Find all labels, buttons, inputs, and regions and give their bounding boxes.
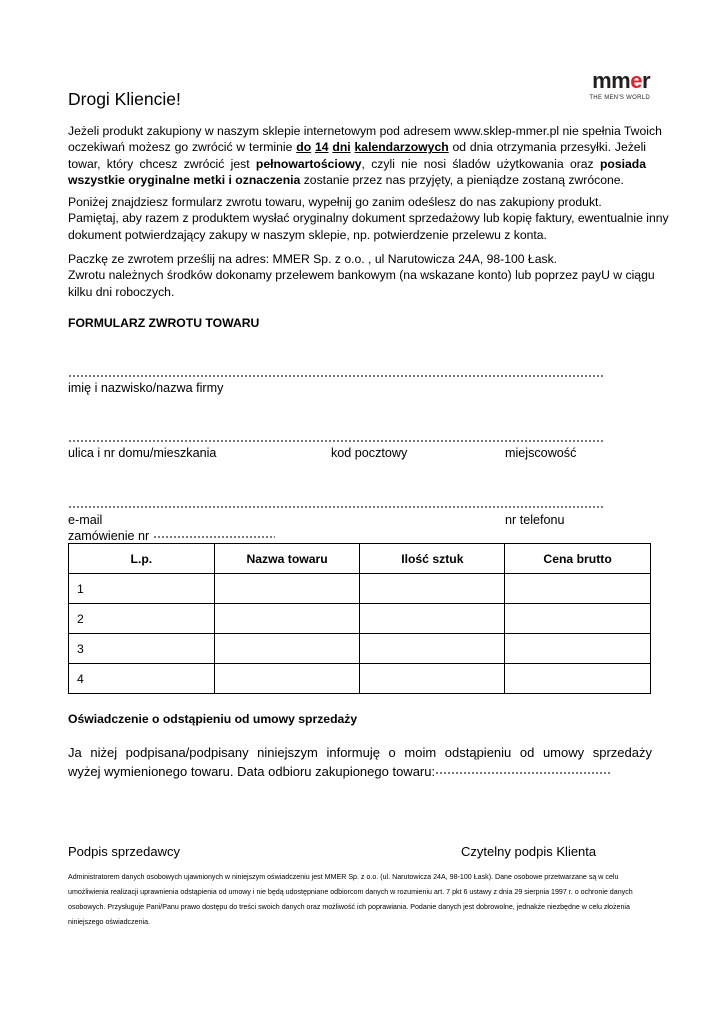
logo-tagline: THE MEN'S WORLD <box>589 95 650 101</box>
form-title: FORMULARZ ZWROTU TOWARU <box>68 316 260 330</box>
email-field-label: e-mail <box>68 513 103 527</box>
gross-price-cell[interactable] <box>505 604 651 634</box>
gross-price-cell[interactable] <box>505 634 651 664</box>
footer-line-2: umożliwienia realizacji uprawnienia odstąpienia od umowy i nie będą udostępniane odbiorcom danych w rozumieniu art. 7 pkt 6 ustawy z dnia 29 sierpnia 1997 r. o ochronie danych <box>68 888 633 896</box>
data-privacy-footer <box>68 870 652 930</box>
returned-items-table <box>68 543 651 694</box>
shipping-line-2: Zwrotu należnych środków dokonamy przelewem bankowym (na wskazane konto) lub poprzez payU w ciągu <box>68 268 655 283</box>
declaration-line-1: Ja niżej podpisana/podpisany niniejszym informuję o moim odstąpieniu od umowy sprzedaży <box>68 745 652 760</box>
mmer-logo <box>576 70 650 104</box>
shipping-paragraph <box>68 251 655 300</box>
quantity-cell[interactable] <box>360 664 505 694</box>
instructions-line-1: Poniżej znajdziesz formularz zwrotu towaru, wypełnij go zanim odeślesz do nas zakupiony produkt. <box>68 195 602 209</box>
client-signature-label: Czytelny podpis Klienta <box>461 844 597 859</box>
contact-field-line[interactable] <box>68 506 604 508</box>
declaration-text <box>68 743 652 781</box>
order-number-label: zamówienie nr <box>68 529 153 543</box>
product-name-cell[interactable] <box>214 604 360 634</box>
instructions-paragraph <box>68 194 669 243</box>
quantity-cell[interactable] <box>360 634 505 664</box>
product-name-cell[interactable] <box>214 634 360 664</box>
instructions-line-2: Pamiętaj, aby razem z produktem wysłać oryginalny dokument sprzedażowy lub kopię faktury, ewentualnie inny <box>68 211 669 226</box>
table-row <box>69 664 651 694</box>
quantity-cell[interactable] <box>360 604 505 634</box>
table-row <box>69 634 651 664</box>
greeting-heading: Drogi Kliencie! <box>68 89 181 109</box>
shipping-line-3: kilku dni roboczych. <box>68 284 175 299</box>
intro-paragraph <box>68 123 662 189</box>
header-quantity: Ilość sztuk <box>360 544 505 574</box>
name-field-label: imię i nazwisko/nazwa firmy <box>68 381 224 395</box>
name-field-line[interactable] <box>68 375 604 377</box>
row-number: 2 <box>69 604 215 634</box>
shipping-line-1: Paczkę ze zwrotem prześlij na adres: MMER Sp. z o.o. , ul Narutowicza 24A, 98-100 Łask. <box>68 252 558 266</box>
row-number: 1 <box>69 574 215 604</box>
header-gross-price: Cena brutto <box>505 544 651 574</box>
instructions-line-3: dokument potwierdzający zakupy w naszym sklepie, np. potwierdzenie przelewu z konta. <box>68 227 547 242</box>
address-field-line[interactable] <box>68 440 604 442</box>
intro-line-1: Jeżeli produkt zakupiony w naszym sklepie internetowym pod adresem www.sklep-mmer.pl nie spełnia Twoich <box>68 124 662 138</box>
header-lp: L.p. <box>69 544 215 574</box>
row-number: 3 <box>69 634 215 664</box>
quantity-cell[interactable] <box>360 574 505 604</box>
postal-code-field-label: kod pocztowy <box>331 446 408 460</box>
table-row <box>69 574 651 604</box>
table-header-row <box>69 544 651 574</box>
intro-line-2: oczekiwań możesz go zwrócić w terminie do 14 dni kalendarzowych od dnia otrzymania przesyłki. Jeżeli <box>68 140 647 155</box>
product-name-cell[interactable] <box>214 574 360 604</box>
phone-field-label: nr telefonu <box>505 513 565 527</box>
footer-line-4: niniejszego oświadczenia. <box>68 918 151 926</box>
gross-price-cell[interactable] <box>505 664 651 694</box>
gross-price-cell[interactable] <box>505 574 651 604</box>
intro-line-4: wszystkie oryginalne metki i oznaczenia zostanie przez nas przyjęty, a pieniądze zostaną zwrócone. <box>68 173 624 188</box>
row-number: 4 <box>69 664 215 694</box>
table-row <box>69 604 651 634</box>
header-product-name: Nazwa towaru <box>214 544 360 574</box>
order-number-line[interactable] <box>153 536 275 538</box>
declaration-title: Oświadczenie o odstąpieniu od umowy sprzedaży <box>68 712 358 726</box>
footer-line-3: osobowych. Przysługuje Pani/Panu prawo dostępu do treści swoich danych oraz możliwość ich poprawiania. Podanie danych jest dobrowolne, jednakże niezbędne w celu złożenia <box>68 903 630 911</box>
order-number-field[interactable] <box>68 529 275 543</box>
declaration-line-2: wyżej wymienionego towaru. Data odbioru zakupionego towaru: <box>68 762 652 781</box>
receipt-date-line[interactable] <box>435 772 611 774</box>
seller-signature-label: Podpis sprzedawcy <box>68 844 180 859</box>
street-field-label: ulica i nr domu/mieszkania <box>68 446 217 460</box>
intro-line-3: towar, który chcesz zwrócić jest pełnowartościowy, czyli nie nosi śladów użytkowania oraz posiada <box>68 156 646 171</box>
city-field-label: miejscowość <box>505 446 577 460</box>
footer-line-1: Administratorem danych osobowych ujawnionych w niniejszym oświadczeniu jest MMER Sp. z o.o. (ul. Narutowicza 24A, 98-100 Łask). Dane osobowe przetwarzane są w celu <box>68 873 619 881</box>
logo-mark: mmer <box>592 68 650 93</box>
product-name-cell[interactable] <box>214 664 360 694</box>
